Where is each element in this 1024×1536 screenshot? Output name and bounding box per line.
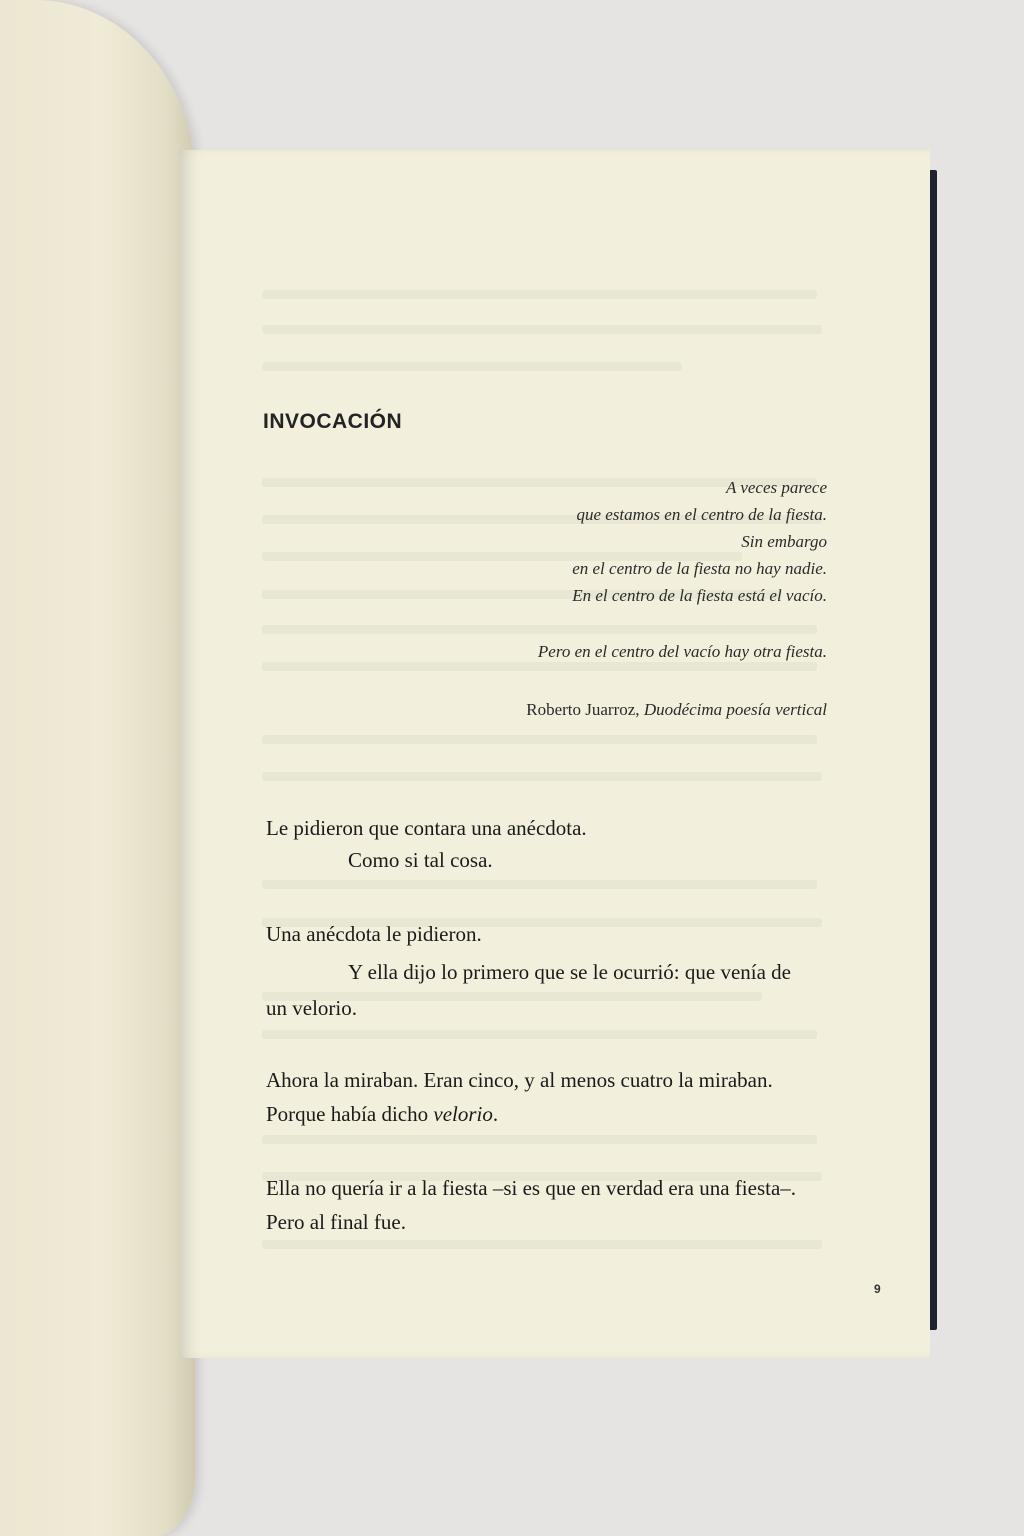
epigraph-line: Pero en el centro del vacío hay otra fiesta.	[537, 642, 827, 661]
show-through-line	[262, 325, 822, 334]
attribution-work: Duodécima poesía vertical	[643, 700, 827, 719]
left-page	[0, 0, 195, 1536]
epigraph-line: A veces parece	[726, 478, 827, 497]
epigraph-attribution	[526, 700, 827, 720]
show-through-line	[262, 772, 822, 781]
show-through-line	[262, 1030, 817, 1039]
body-line: Como si tal cosa.	[348, 848, 493, 872]
show-through-line	[262, 1240, 822, 1249]
show-through-line	[262, 880, 817, 889]
body-line: Pero al final fue.	[266, 1210, 406, 1234]
show-through-line	[262, 662, 817, 671]
show-through-line	[262, 1135, 817, 1144]
show-through-line	[262, 735, 817, 744]
show-through-line	[262, 625, 817, 634]
epigraph-line: que estamos en el centro de la fiesta.	[576, 505, 827, 524]
body-text-italic: velorio	[433, 1102, 493, 1126]
epigraph-line: Sin embargo	[741, 532, 827, 551]
body-text: .	[492, 1102, 499, 1126]
attribution-author: Roberto Juarroz,	[526, 700, 644, 719]
body-line: Ahora la miraban. Eran cinco, y al menos cuatro la miraban.	[266, 1068, 773, 1092]
body-line: Y ella dijo lo primero que se le ocurrió: que venía de	[348, 960, 791, 984]
body-line: Le pidieron que contara una anécdota.	[266, 816, 587, 840]
page-title: INVOCACIÓN	[263, 410, 403, 433]
page-number: 9	[874, 1282, 881, 1296]
body-line: Una anécdota le pidieron.	[266, 922, 482, 946]
show-through-line	[262, 362, 682, 371]
body-line	[266, 1102, 498, 1127]
body-text: Porque había dicho	[266, 1102, 434, 1126]
show-through-line	[262, 290, 817, 299]
epigraph-line: en el centro de la fiesta no hay nadie.	[572, 559, 827, 578]
epigraph-line: En el centro de la fiesta está el vacío.	[572, 586, 827, 605]
body-line: un velorio.	[266, 996, 357, 1020]
body-line: Ella no quería ir a la fiesta –si es que en verdad era una fiesta–.	[266, 1176, 797, 1200]
